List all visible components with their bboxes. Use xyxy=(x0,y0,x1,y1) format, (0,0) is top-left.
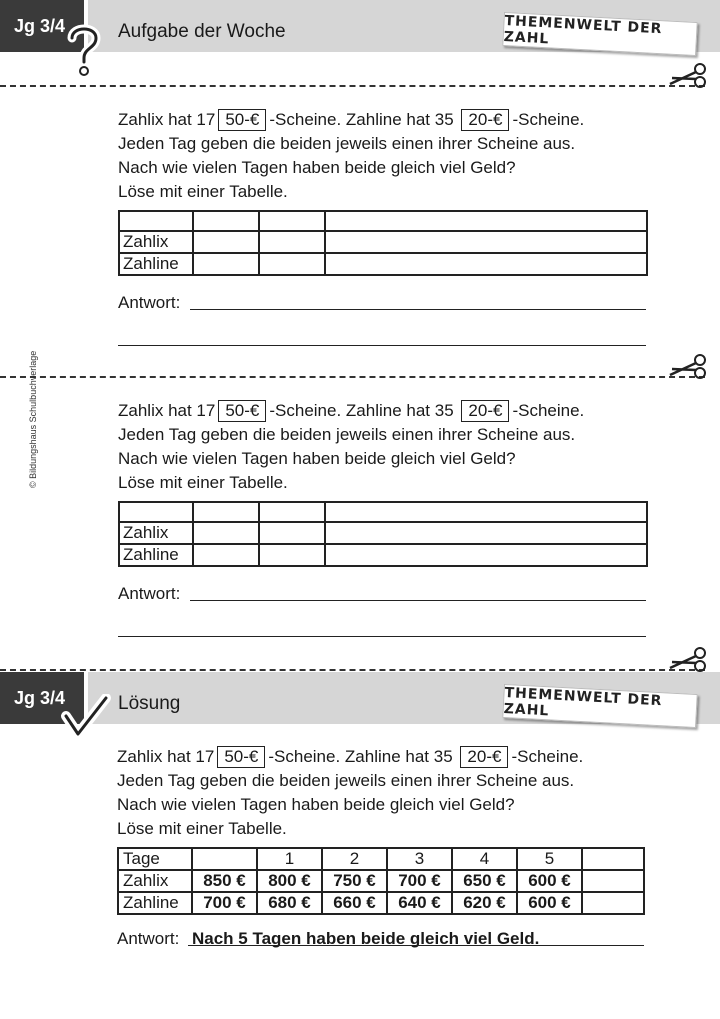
cut-line xyxy=(0,85,705,87)
banknote-box: 20-€ xyxy=(461,109,509,131)
page-title: Lösung xyxy=(118,693,181,714)
banknote-box: 50-€ xyxy=(218,400,266,422)
table-row: Zahlix 850 € 800 € 750 € 700 € 650 € 600 € xyxy=(118,870,644,892)
banknote-box: 20-€ xyxy=(461,400,509,422)
scissors-icon xyxy=(668,353,708,379)
task-text: Zahlix hat 17 50-€ -Scheine. Zahline hat 35 20-€ -Scheine. Jeden Tag geben die beiden jeweils einen ihrer Scheine aus. Nach wie vielen Tagen haben beide gleich viel Geld? Löse mit einer Tabelle. xyxy=(117,747,584,838)
task-text: Zahlix hat 17 50-€ -Scheine. Zahline hat 35 20-€ -Scheine. Jeden Tag geben die beiden jeweils einen ihrer Scheine aus. Nach wie vielen Tagen haben beide gleich viel Geld? Löse mit einer Tabelle. xyxy=(118,401,585,492)
task-text: Zahlix hat 17 50-€ -Scheine. Zahline hat 35 20-€ -Scheine. Jeden Tag geben die beiden jeweils einen ihrer Scheine aus. Nach wie vielen Tagen haben beide gleich viel Geld? Löse mit einer Tabelle. xyxy=(118,110,585,201)
empty-table: Zahlix Zahline xyxy=(118,210,648,276)
cut-line xyxy=(0,376,705,378)
page-title: Aufgabe der Woche xyxy=(118,21,286,42)
answer-line[interactable] xyxy=(190,309,646,310)
copyright: © Bildungshaus Schulbuchverlage xyxy=(28,350,38,488)
empty-table: Zahlix Zahline xyxy=(118,501,648,567)
grade-label: Jg 3/4 xyxy=(0,0,84,52)
banknote-box: 50-€ xyxy=(218,109,266,131)
answer-label: Antwort: xyxy=(118,584,181,603)
answer-line[interactable] xyxy=(190,600,646,601)
topic-badge: THEMENWELT DER ZAHL xyxy=(502,684,698,728)
cut-line xyxy=(0,669,705,671)
checkmark-icon xyxy=(60,694,112,742)
answer-line xyxy=(188,945,644,946)
banknote-box: 50-€ xyxy=(217,746,265,768)
grade-label: Jg 3/4 xyxy=(0,672,84,724)
topic-badge: THEMENWELT DER ZAHL xyxy=(502,12,698,56)
question-mark-icon xyxy=(64,24,104,78)
table-row: Tage 1 2 3 4 5 xyxy=(118,848,644,870)
solution-table xyxy=(117,847,645,915)
answer-label: Antwort: xyxy=(118,293,181,312)
answer-line[interactable] xyxy=(118,345,646,346)
table-row: Zahline 700 € 680 € 660 € 640 € 620 € 600 € xyxy=(118,892,644,914)
banknote-box: 20-€ xyxy=(460,746,508,768)
scissors-icon xyxy=(668,62,708,88)
answer-line[interactable] xyxy=(118,636,646,637)
scissors-icon xyxy=(668,646,708,672)
solution-answer: Nach 5 Tagen haben beide gleich viel Geld. xyxy=(192,929,540,948)
answer-label: Antwort: xyxy=(117,929,180,948)
